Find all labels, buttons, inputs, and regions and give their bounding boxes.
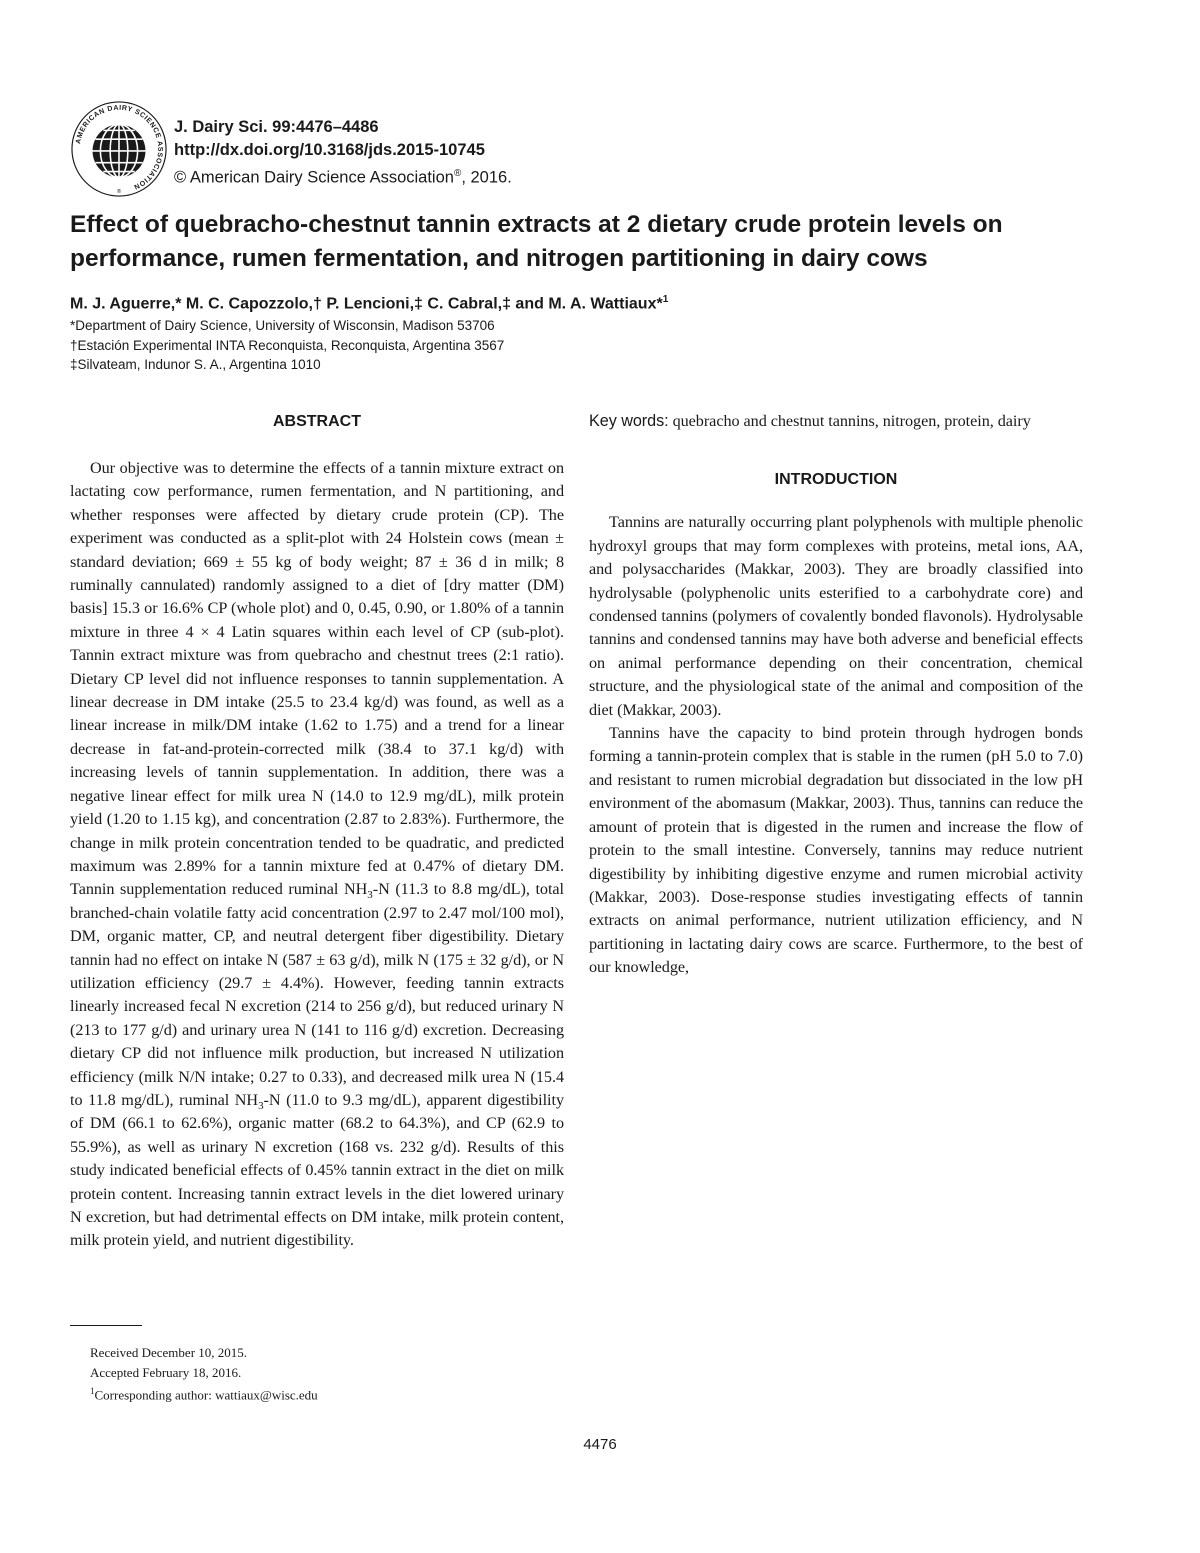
copyright-registered-mark: ® (453, 168, 462, 179)
author-names: M. J. Aguerre,* M. C. Capozzolo,† P. Lencioni,‡ C. Cabral,‡ and M. A. Wattiaux* (70, 295, 663, 313)
abstract-heading: ABSTRACT (273, 413, 361, 430)
author-list (70, 294, 668, 313)
page-number: 4476 (583, 1436, 617, 1453)
accepted-date: Accepted February 18, 2016. (90, 1364, 242, 1380)
journal-info (174, 116, 512, 190)
doi-link[interactable]: http://dx.doi.org/10.3168/jds.2015-10745 (174, 141, 485, 159)
corresponding-author-note (90, 1382, 318, 1405)
affiliation: †Estación Experimental INTA Reconquista, Reconquista, Argentina 3567 (70, 337, 505, 353)
subscript: 3 (367, 889, 373, 902)
journal-header (70, 100, 770, 195)
footnote-divider (70, 1325, 142, 1326)
introduction-heading: INTRODUCTION (774, 471, 898, 489)
introduction-paragraph: Tannins have the capacity to bind protein through hydrogen bonds forming a tannin-protein complex that is stable in the rumen (pH 5.0 to 7.0) and resistant to rumen microbial degradation but dissociated in the low pH environment of the abomasum (Makkar, 2003). Thus, tannins can reduce the amount of protein that is digested in the rumen and increase the flow of protein to the small intestine. Conversely, tannins may reduce nutrient digestibility by inhibiting digestive enzyme and rumen microbial activity (Makkar, 2003). Dose-response studies investigating effects of tannin extracts on animal performance, nutrient utilization efficiency, and N partitioning in lactating dairy cows are scarce. Furthermore, to the best of our knowledge, (589, 724, 1083, 977)
copyright-line (174, 162, 512, 190)
corresponding-author-text: Corresponding author: wattiaux@wisc.edu (94, 1387, 318, 1403)
footnotes (90, 1343, 318, 1405)
svg-text:AMERICAN DAIRY SCIENCE ASSOCIA: AMERICAN DAIRY SCIENCE ASSOCIATION (75, 104, 164, 191)
adsa-logo-globe-icon (70, 100, 168, 198)
keywords (589, 410, 1083, 433)
footnote-mark: 1 (90, 1386, 95, 1396)
affiliations (70, 316, 504, 375)
subscript: 3 (258, 1100, 264, 1113)
received-date: Received December 10, 2015. (90, 1345, 248, 1360)
copyright-suffix: , 2016. (461, 168, 512, 187)
journal-citation: J. Dairy Sci. 99:4476–4486 (174, 118, 379, 136)
corresponding-author-mark: 1 (662, 294, 669, 305)
abstract-text-part: -N (11.3 to 8.8 mg/dL), total branched-chain volatile fatty acid concentration (2.97 to 2.47 mol/100 mol), DM, organic matter, CP, and neutral detergent fiber digestibility. Dietary tannin had no effect on intake N (587 ± 63 g/d), milk N (175 ± 32 g/d), or N utilization efficiency (29.7 ± 4.4%). However, feeding tannin extracts linearly increased fecal N excretion (214 to 256 g/d), but reduced urinary N (213 to 177 g/d) and urinary urea N (141 to 116 g/d) excretion. Decreasing dietary CP did not influence milk production, but increased N utilization efficiency (milk N/N intake; 0.27 to 0.33), and decreased milk urea N (15.4 to 11.8 mg/dL), ruminal NH (70, 880, 564, 1109)
keywords-label: Key words: (589, 412, 669, 430)
affiliation: *Department of Dairy Science, University of Wisconsin, Madison 53706 (70, 318, 495, 333)
abstract-text (70, 457, 564, 1253)
paper-title: Effect of quebracho-chestnut tannin extracts at 2 dietary crude protein levels on performance, rumen fermentation, and nitrogen partitioning in dairy cows (70, 211, 1003, 272)
affiliation: ‡Silvateam, Indunor S. A., Argentina 1010 (70, 357, 321, 372)
abstract-text-part: -N (11.0 to 9.3 mg/dL), apparent digestibility of DM (66.1 to 62.6%), organic matter (68.2 to 64.3%), and CP (62.9 to 55.9%), as well as urinary N excretion (168 vs. 232 g/d). Results of this study indicated beneficial effects of 0.45% tannin extract in the diet on milk protein content. Increasing tannin extract levels in the diet lowered urinary N excretion, but had detrimental effects on DM intake, milk protein content, milk protein yield, and nutrient digestibility. (70, 1090, 564, 1250)
abstract-text-part: Our objective was to determine the effects of a tannin mixture extract on lactating cow performance, rumen fermentation, and N partitioning, and whether responses were affected by dietary crude protein (CP). The experiment was conducted as a split-plot with 24 Holstein cows (mean ± standard deviation; 669 ± 55 kg of body weight; 87 ± 36 d in milk; 8 ruminally cannulated) randomly assigned to a diet of [dry matter (DM) basis] 15.3 or 16.6% CP (whole plot) and 0, 0.45, 0.90, or 1.80% of a tannin mixture in three 4 × 4 Latin squares within each level of CP (sub-plot). Tannin extract mixture was from quebracho and chestnut trees (2:1 ratio). Dietary CP level did not influence responses to tannin supplementation. A linear decrease in DM intake (25.5 to 23.4 kg/d) was found, as well as a linear increase in milk/DM intake (1.62 to 1.75) and a trend for a linear decrease in fat-and-protein-corrected milk (38.4 to 37.1 kg/d) with increasing levels of tannin supplementation. In addition, there was a negative linear effect for milk urea N (14.0 to 12.9 mg/dL), milk protein yield (1.20 to 1.15 kg), and concentration (2.87 to 2.83%). Furthermore, the change in milk protein concentration tended to be quadratic, and predicted maximum was 2.89% for a tannin mixture fed at 0.47% of dietary DM. Tannin supplementation reduced ruminal NH (70, 459, 564, 899)
introduction-paragraph: Tannins are naturally occurring plant polyphenols with multiple phenolic hydroxyl groups that may form complexes with proteins, metal ions, AA, and polysaccharides (Makkar, 2003). They are broadly classified into hydrolysable (polyphenolic units esterified to a carbohydrate core) and condensed tannins (polymers of covalently bonded flavonols). Hydrolysable tannins and condensed tannins may have both adverse and beneficial effects on animal performance depending on their concentration, chemical structure, and the physiological state of the animal and composition of the diet (Makkar, 2003). (589, 513, 1083, 719)
copyright-prefix: © American Dairy Science Association (174, 168, 454, 187)
right-column (589, 410, 1083, 980)
logo-registered-mark: ® (116, 189, 122, 196)
left-column (70, 410, 564, 1253)
keywords-text: quebracho and chestnut tannins, nitrogen, protein, dairy (672, 412, 1031, 430)
